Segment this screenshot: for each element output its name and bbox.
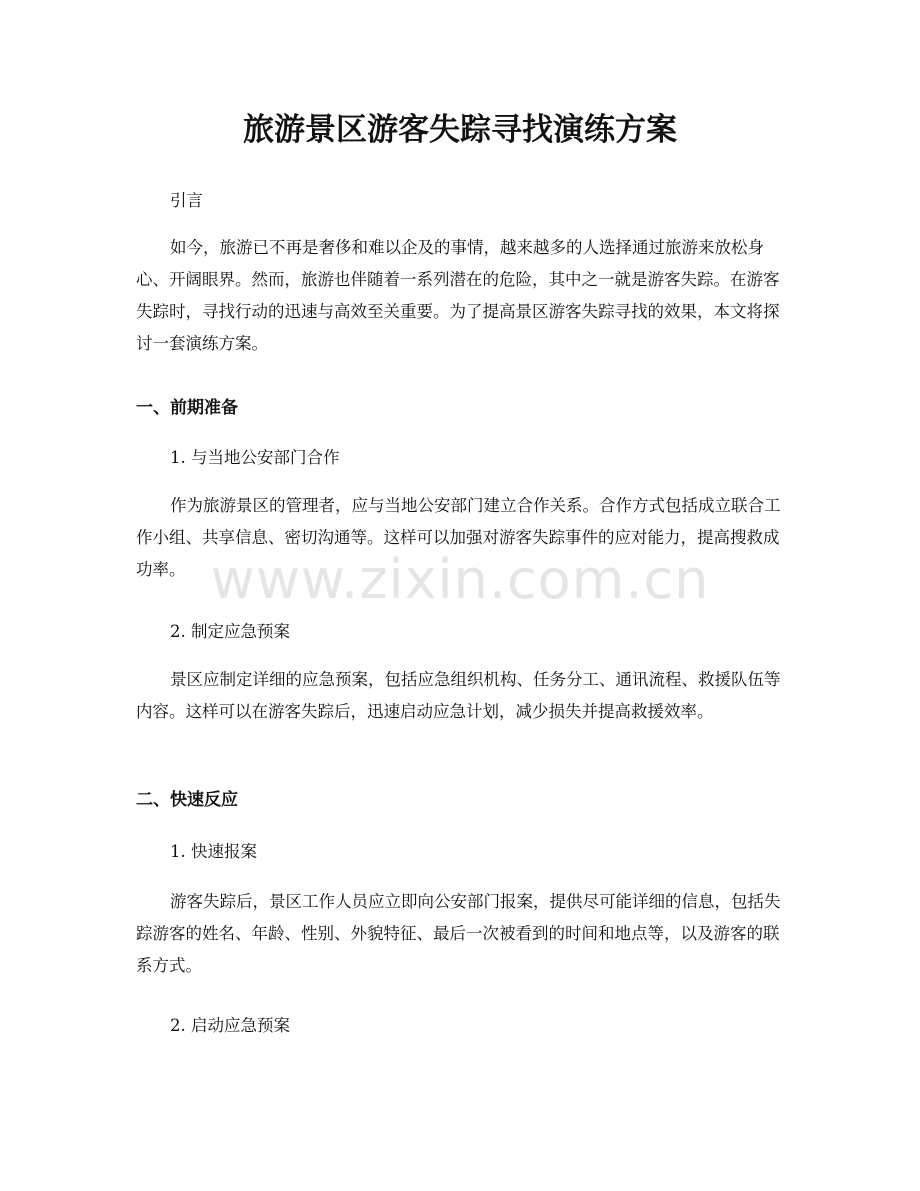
item-title-quick-report: 1. 快速报案 — [170, 842, 257, 861]
intro-label: 引言 — [170, 191, 203, 210]
item-title-emergency-plan: 2. 制定应急预案 — [170, 622, 290, 641]
document-title: 旅游景区游客失踪寻找演练方案 — [243, 112, 677, 148]
intro-paragraph: 如今，旅游已不再是奢侈和难以企及的事情，越来越多的人选择通过旅游来放松身心、开阔眼界。然而，旅游也伴随着一系列潜在的危险，其中之一就是游客失踪。在游客失踪时，寻找行动的迅速与高效至关重要。为了提高景区游客失踪寻找的效果，本文将探讨一套演练方案。 — [136, 238, 780, 353]
item-text-police-cooperation: 作为旅游景区的管理者，应与当地公安部门建立合作关系。合作方式包括成立联合工作小组、共享信息、密切沟通等。这样可以加强对游客失踪事件的应对能力，提高搜救成功率。 — [136, 496, 781, 579]
item-title-start-plan: 2. 启动应急预案 — [170, 1016, 290, 1035]
item-text-emergency-plan: 景区应制定详细的应急预案，包括应急组织机构、任务分工、通讯流程、救援队伍等内容。这样可以在游客失踪后，迅速启动应急计划，减少损失并提高救援效率。 — [136, 670, 781, 721]
watermark-text: www.zixin.com.cn — [210, 548, 710, 611]
item-text-quick-report: 游客失踪后，景区工作人员应立即向公安部门报案，提供尽可能详细的信息，包括失踪游客的姓名、年龄、性别、外貌特征、最后一次被看到的时间和地点等，以及游客的联系方式。 — [136, 892, 781, 975]
section-heading-quick-response: 二、快速反应 — [136, 790, 238, 810]
item-title-police-cooperation: 1. 与当地公安部门合作 — [170, 448, 340, 467]
section-heading-preparation: 一、前期准备 — [136, 398, 238, 418]
